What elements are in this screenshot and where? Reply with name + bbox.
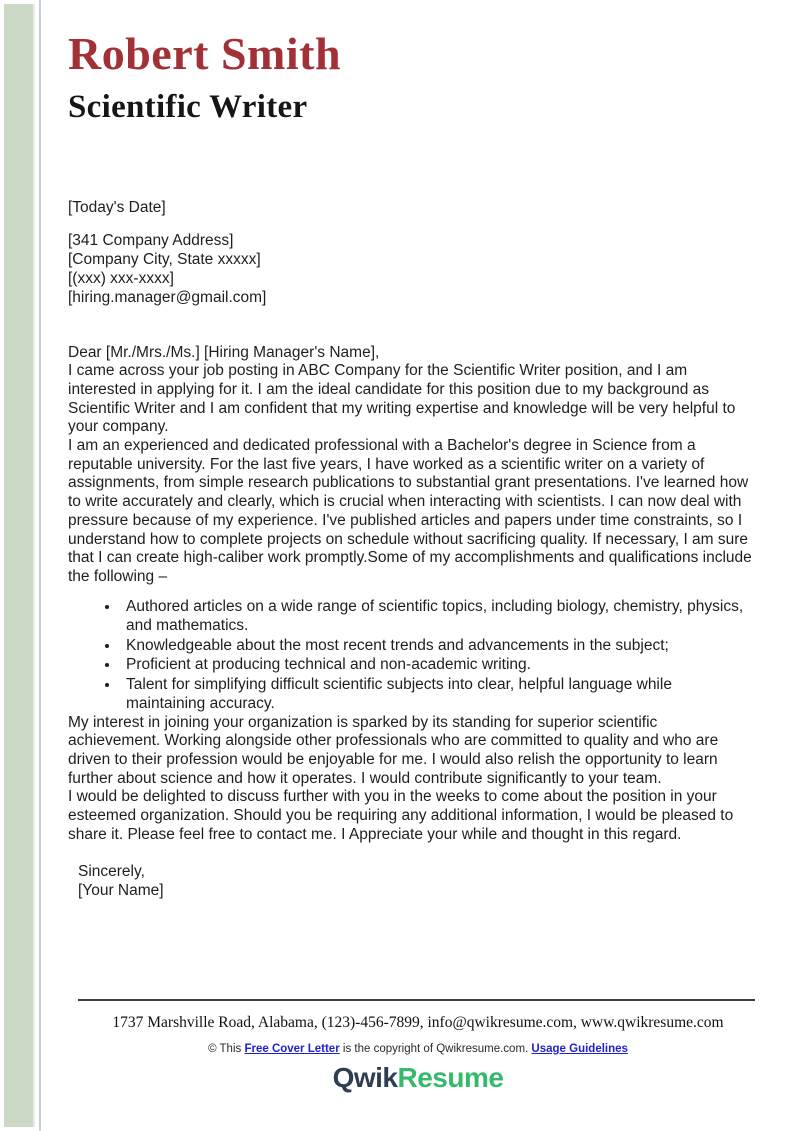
list-item: • Talent for simplifying difficult scientific subjects into clear, helpful language while maintaining accuracy.: [120, 675, 752, 714]
person-name: Robert Smith: [68, 28, 342, 79]
address-line: [341 Company Address]: [68, 231, 234, 249]
paragraph-experience: I am an experienced and dedicated professional with a Bachelor's degree in Science from a reputable university. For the last five years, I have worked as a scientific writer on a variety of assignments, from simple research publications to substantial grant presentations. I've learned how to write accurately and clearly, which is crucial when interacting with scientists. I can now deal with pressure because of my experience. I've published articles and papers under time constraints, so I understand how to complete projects on schedule without sacrificing quality. If necessary, I am sure that I can create high-caliber work promptly.Some of my accomplishments and qualifications include the following –: [68, 437, 752, 585]
paragraph-closing: I would be delighted to discuss further with you in the weeks to come about the position in your esteemed organization. Should you be requiring any additional information, I would be pleased to share it. Please feel free to contact me. I Appreciate your while and thought in this regard.: [68, 788, 734, 843]
letter-content: [68, 0, 752, 900]
left-accent-strip: [4, 4, 35, 1127]
footer-contact-line: 1737 Marshville Road, Alabama, (123)-456-7899, info@qwikresume.com, www.qwikresume.com: [112, 1014, 724, 1031]
free-cover-letter-link[interactable]: Free Cover Letter: [244, 1043, 340, 1055]
left-accent-line: [39, 0, 41, 1131]
qualifications-list: [68, 597, 752, 714]
list-item: • Proficient at producing technical and non-academic writing.: [120, 655, 752, 675]
qwikresume-logo[interactable]: [80, 1062, 756, 1094]
date-placeholder: [Today's Date]: [68, 198, 166, 216]
paragraph-intro: I came across your job posting in ABC Company for the Scientific Writer position, and I am interested in applying for it. I am the ideal candidate for this position due to my background as Scientific Writer and I am confident that my writing expertise and knowledge will be very helpful to your company.: [68, 362, 736, 436]
signature-name-placeholder: [Your Name]: [78, 881, 164, 899]
footer-divider: [78, 999, 755, 1001]
salutation: Dear [Mr./Mrs./Ms.] [Hiring Manager's Name],: [68, 343, 380, 361]
copyright-middle: is the copyright of Qwikresume.com.: [339, 1043, 532, 1055]
paragraph-interest: My interest in joining your organization is sparked by its standing for superior scientific achievement. Working alongside other professionals who are committed to quality and who are driven to their profession would be enjoyable for me. I would also relish the opportunity to learn further about science and how it operates. I would contribute significantly to your team.: [68, 713, 719, 787]
list-item: • Authored articles on a wide range of scientific topics, including biology, chemistry, physics, and mathematics.: [120, 597, 752, 636]
list-item: • Knowledgeable about the most recent trends and advancements in the subject;: [120, 636, 752, 656]
footer-copyright-line: [80, 1043, 756, 1055]
copyright-prefix: © This: [208, 1043, 245, 1055]
logo-text-resume: Resume: [397, 1062, 504, 1093]
logo-text-qwik: Qwik: [332, 1062, 398, 1093]
signature-block: [78, 862, 752, 900]
address-line: [hiring.manager@gmail.com]: [68, 288, 267, 306]
job-title: Scientific Writer: [68, 88, 308, 125]
address-line: [(xxx) xxx-xxxx]: [68, 269, 174, 287]
usage-guidelines-link[interactable]: Usage Guidelines: [531, 1043, 628, 1055]
signoff: Sincerely,: [78, 862, 145, 880]
company-address-block: [68, 231, 752, 307]
address-line: [Company City, State xxxxx]: [68, 250, 261, 268]
